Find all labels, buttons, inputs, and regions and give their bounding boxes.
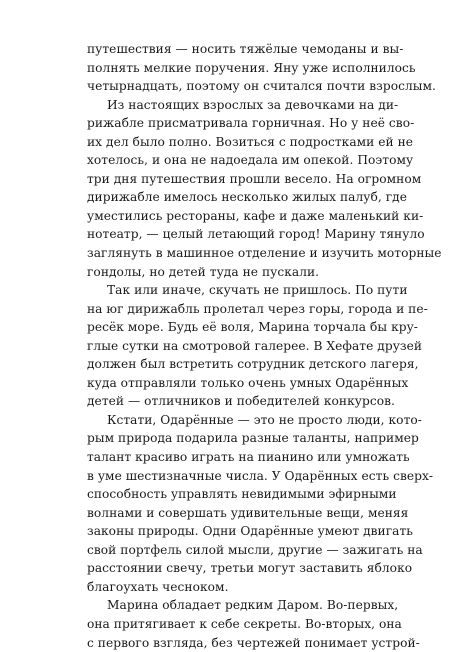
text-line: с первого взгляда, без чертежей понимает устрой- (87, 634, 387, 652)
text-line: четырнадцать, поэтому он считался почти взрослым. (87, 77, 387, 96)
book-page (87, 40, 387, 550)
text-line: Из настоящих взрослых за девочками на ди- (87, 96, 387, 115)
text-line: благоухать чесноком. (87, 578, 387, 597)
text-line: заглянуть в машинное отделение и изучить моторные (87, 244, 387, 263)
text-line: свой портфель силой мысли, другие — зажигать на (87, 541, 387, 560)
text-line: расстоянии свечу, третьи могут заставить яблоко (87, 559, 387, 578)
text-line: законы природы. Одни Одарённые умеют двигать (87, 522, 387, 541)
text-line: гондолы, но детей туда не пускали. (87, 263, 387, 282)
text-line: способность управлять невидимыми эфирными (87, 485, 387, 504)
text-line: должен был встретить сотрудник детского лагеря, (87, 355, 387, 374)
text-line: уместились рестораны, кафе и даже маленький ки- (87, 207, 387, 226)
text-line: Марина обладает редким Даром. Во-первых, (87, 596, 387, 615)
text-line: путешествия — носить тяжёлые чемоданы и вы- (87, 40, 387, 59)
text-line: рым природа подарила разные таланты, например (87, 429, 387, 448)
text-line: волнами и совершать удивительные вещи, меняя (87, 504, 387, 523)
text-line: глые сутки на смотровой галерее. В Хефате друзей (87, 337, 387, 356)
text-line: Так или иначе, скучать не пришлось. По пути (87, 281, 387, 300)
text-line: нотеатр, — целый летающий город! Марину тянуло (87, 225, 387, 244)
text-line: дирижабле имелось несколько жилых палуб, где (87, 188, 387, 207)
text-line: Кстати, Одарённые — это не просто люди, кото- (87, 411, 387, 430)
text-line: рижабле присматривала горничная. Но у неё сво- (87, 114, 387, 133)
text-line: талант красиво играть на пианино или умножать (87, 448, 387, 467)
text-line: их дел было полно. Возиться с подростками ей не (87, 133, 387, 152)
text-line: три дня путешествия прошли весело. На огромном (87, 170, 387, 189)
text-line: полнять мелкие поручения. Яну уже исполнилось (87, 59, 387, 78)
text-line: детей — отличников и победителей конкурсов. (87, 392, 387, 411)
text-line: в уме шестизначные числа. У Одарённых есть сверх- (87, 467, 387, 486)
text-line: куда отправляли только очень умных Одарённых (87, 374, 387, 393)
text-line: ресёк море. Будь её воля, Марина торчала бы кру- (87, 318, 387, 337)
text-line: на юг дирижабль пролетал через горы, города и пе- (87, 300, 387, 319)
text-line: она притягивает к себе секреты. Во-вторых, она (87, 615, 387, 634)
text-line: хотелось, и она не надоедала им опекой. Поэтому (87, 151, 387, 170)
